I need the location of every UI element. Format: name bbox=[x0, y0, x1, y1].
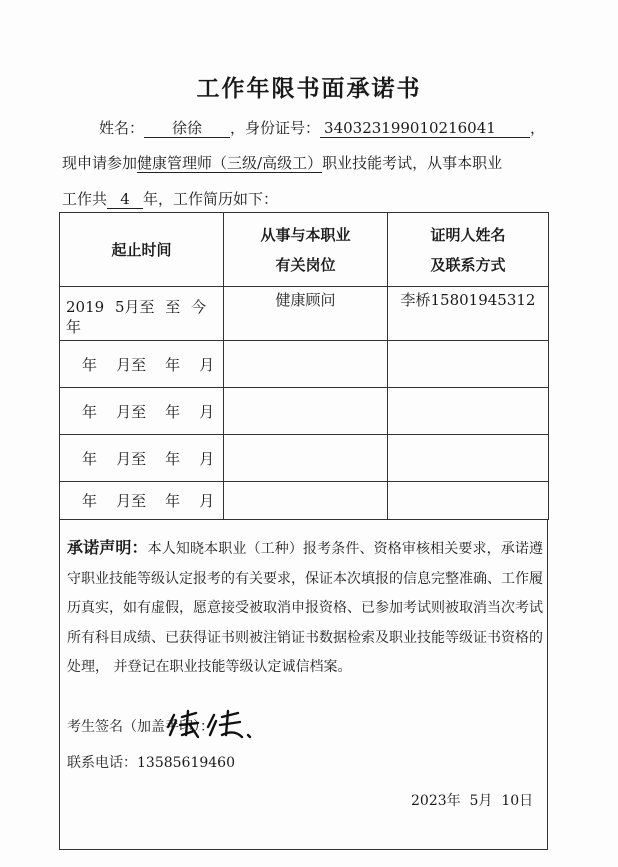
phone-label: 联系电话： bbox=[67, 755, 137, 771]
row-period: 年 月至 年 月 bbox=[60, 341, 224, 388]
row-post bbox=[224, 341, 388, 388]
exam-line bbox=[62, 152, 502, 173]
header-witness-line1: 证明人姓名 bbox=[430, 225, 506, 244]
work-history-table bbox=[59, 212, 549, 520]
row-period: 2019 5月至 至 今年 bbox=[60, 287, 224, 341]
statement-heading: 承诺声明： bbox=[67, 538, 148, 557]
table-row bbox=[60, 482, 549, 520]
statement-text bbox=[67, 533, 543, 683]
statement-body: 本人知晓本职业（工种）报考条件、资格审核相关要求，承诺遵守职业技能等级认定报考的有关要求，保证本次填报的信息完整准确、工作履历真实，如有虚假，愿意接受被取消申报资格、已参加考试则被取消当次考试所有科目成绩、已获得证书则被注销证书数据检索及职业技能等级证书资格的处理， 并登记在职业技能等级认定诚信档案。 bbox=[67, 541, 543, 675]
row-witness bbox=[388, 435, 549, 482]
row-post bbox=[224, 388, 388, 435]
table-row bbox=[60, 435, 549, 482]
id-value: 340323199010216041 bbox=[320, 119, 530, 138]
header-post-line2: 有关岗位 bbox=[275, 255, 336, 274]
row-post: 健康顾问 bbox=[224, 287, 388, 341]
name-label: 姓名： bbox=[99, 119, 145, 137]
table-row bbox=[60, 341, 549, 388]
row-period: 年 月至 年 月 bbox=[60, 482, 224, 520]
handwritten-signature bbox=[160, 705, 310, 745]
header-witness bbox=[388, 213, 549, 287]
header-post-line1: 从事与本职业 bbox=[260, 225, 351, 244]
name-value: 徐徐 bbox=[144, 119, 230, 138]
table-header-row bbox=[60, 213, 549, 287]
phone-line bbox=[67, 752, 235, 772]
row-witness bbox=[388, 341, 549, 388]
years-prefix: 工作共 bbox=[62, 190, 108, 208]
exam-name: 健康管理师（三级/高级工） bbox=[137, 154, 323, 172]
row-witness bbox=[388, 482, 549, 520]
id-label: ，身份证号： bbox=[230, 119, 321, 137]
row-period: 年 月至 年 月 bbox=[60, 435, 224, 482]
years-value: 4 bbox=[107, 190, 143, 209]
header-witness-line2: 及联系方式 bbox=[430, 255, 506, 274]
table-row bbox=[60, 388, 549, 435]
row-period: 年 月至 年 月 bbox=[60, 388, 224, 435]
row-post bbox=[224, 435, 388, 482]
phone-value: 13585619460 bbox=[137, 755, 235, 771]
row-witness: 李桥15801945312 bbox=[388, 287, 549, 341]
name-line-trail: ， bbox=[530, 119, 546, 137]
row-witness bbox=[388, 388, 549, 435]
date: 2023年 5月 10日 bbox=[411, 793, 534, 809]
table-row bbox=[60, 287, 549, 341]
header-period: 起止时间 bbox=[60, 213, 224, 287]
row-post bbox=[224, 482, 388, 520]
exam-suffix: 职业技能考试，从事本职业 bbox=[322, 154, 503, 172]
header-post bbox=[224, 213, 388, 287]
name-line bbox=[99, 117, 545, 138]
exam-prefix: 现申请参加 bbox=[62, 154, 138, 172]
years-suffix: 年，工作简历如下： bbox=[143, 190, 279, 208]
document-title: 工作年限书面承诺书 bbox=[196, 76, 422, 102]
signature-label: 考生签名（加盖手印）： bbox=[67, 719, 214, 735]
years-line bbox=[62, 188, 278, 209]
